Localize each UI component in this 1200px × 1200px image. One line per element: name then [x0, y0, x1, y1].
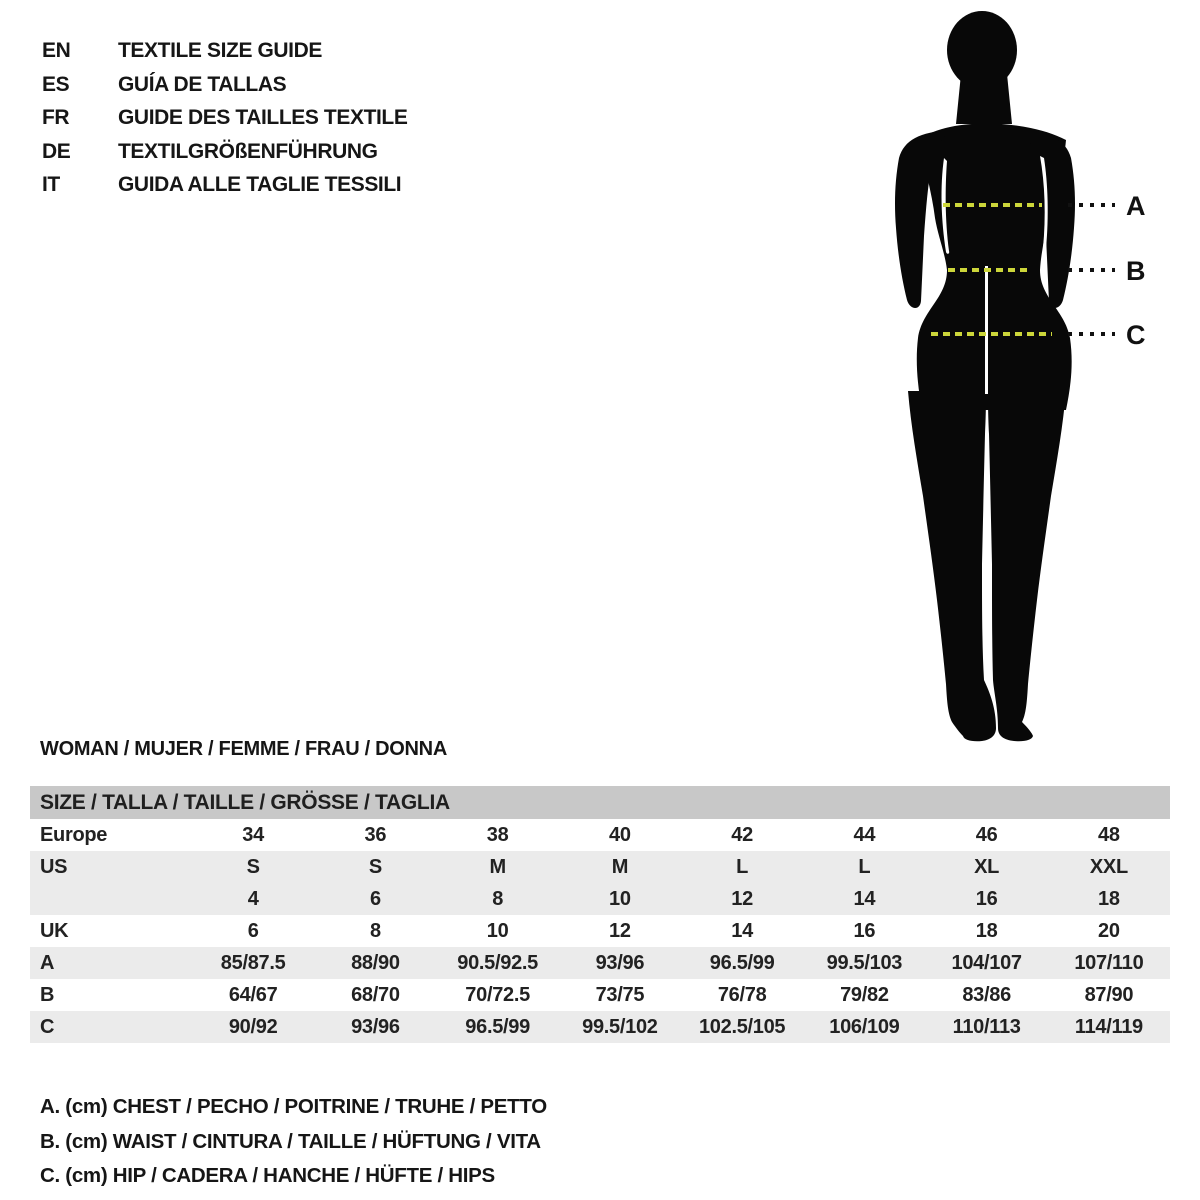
table-cell: 8: [492, 888, 504, 910]
table-cell: 99.5/102: [582, 1016, 658, 1038]
table-cell: 106/109: [829, 1016, 900, 1038]
table-cell: 18: [1098, 888, 1120, 910]
language-guide: [42, 34, 407, 202]
measurement-figure: [860, 8, 1170, 748]
legend-hip: C. (cm) HIP / CADERA / HANCHE / HÜFTE / HIPS: [40, 1164, 495, 1188]
table-cell: 10: [486, 920, 509, 942]
table-row-uk: [30, 915, 1170, 947]
language-guide-title: GUIDE DES TAILLES TEXTILE: [118, 106, 408, 130]
table-cell: L: [736, 856, 749, 878]
language-code: IT: [42, 173, 60, 197]
table-cell: L: [858, 856, 871, 878]
table-cell: 6: [369, 888, 381, 910]
language-code: FR: [42, 106, 70, 130]
table-cell: 104/107: [951, 952, 1022, 974]
measurement-legend: [40, 1090, 547, 1194]
table-cell: 93/96: [351, 1016, 400, 1038]
table-cell: 16: [853, 920, 876, 942]
row-label: A: [40, 952, 55, 974]
table-cell: 90/92: [228, 1016, 278, 1038]
woman-silhouette-diagram: [860, 8, 1170, 748]
language-guide-title: GUIDA ALLE TAGLIE TESSILI: [118, 173, 402, 197]
legend-waist: B. (cm) WAIST / CINTURA / TAILLE / HÜFTUNG / VITA: [40, 1129, 541, 1153]
legend-chest: A. (cm) CHEST / PECHO / POITRINE / TRUHE / PETTO: [40, 1095, 547, 1118]
table-cell: M: [611, 856, 629, 878]
table-cell: 93/96: [595, 952, 645, 974]
table-cell: 110/113: [952, 1016, 1021, 1038]
language-guide-title: TEXTILE SIZE GUIDE: [118, 39, 322, 62]
language-row: [42, 101, 407, 135]
language-row: [42, 168, 407, 202]
table-cell: 14: [731, 920, 753, 942]
table-cell: 42: [731, 824, 753, 846]
language-row: [42, 68, 407, 102]
chest-label: A: [1126, 191, 1146, 221]
table-row-waist: [30, 979, 1170, 1011]
table-cell: 16: [975, 888, 998, 910]
row-label: [30, 883, 192, 915]
table-row-chest: [30, 947, 1170, 979]
table-cell: 38: [486, 824, 509, 846]
table-cell: XL: [974, 856, 1000, 878]
row-label: Europe: [40, 824, 108, 846]
language-guide-title: GUÍA DE TALLAS: [118, 72, 287, 96]
language-code: ES: [42, 72, 70, 96]
table-cell: 20: [1098, 920, 1120, 942]
waist-label: B: [1126, 256, 1146, 286]
table-cell: 96.5/99: [709, 952, 775, 974]
table-cell: 6: [247, 920, 259, 942]
table-cell: 87/90: [1084, 984, 1134, 1006]
table-cell: 64/67: [228, 984, 278, 1006]
language-row: [42, 135, 407, 169]
table-cell: 99.5/103: [826, 952, 903, 974]
row-label: US: [40, 856, 68, 878]
table-cell: 85/87.5: [220, 952, 286, 974]
table-cell: 12: [731, 888, 753, 910]
language-code: EN: [42, 39, 71, 62]
table-cell: XXL: [1089, 856, 1128, 878]
table-row-us: [30, 851, 1170, 883]
table-cell: 102.5/105: [698, 1016, 786, 1038]
row-label: C: [40, 1016, 55, 1038]
table-cell: 18: [975, 920, 998, 942]
table-cell: 4: [247, 888, 259, 910]
size-table: [30, 786, 1170, 1043]
row-label: UK: [40, 920, 69, 942]
table-cell: S: [368, 856, 382, 878]
table-cell: 114/119: [1074, 1016, 1143, 1038]
table-cell: S: [246, 856, 260, 878]
table-cell: 36: [364, 824, 387, 846]
table-cell: 70/72.5: [465, 984, 530, 1006]
section-title-woman: WOMAN / MUJER / FEMME / FRAU / DONNA: [40, 738, 447, 760]
table-row-europe: [30, 819, 1170, 851]
table-cell: 48: [1098, 824, 1120, 846]
table-cell: 79/82: [840, 984, 889, 1006]
row-label: B: [40, 984, 55, 1006]
language-code: DE: [42, 139, 71, 163]
table-cell: 76/78: [717, 984, 767, 1006]
table-cell: 46: [975, 824, 998, 846]
table-cell: 8: [369, 920, 381, 942]
table-row-us-numeric: [30, 883, 1170, 915]
table-cell: 10: [609, 888, 631, 910]
table-cell: M: [489, 856, 506, 878]
table-cell: 73/75: [595, 984, 645, 1006]
table-cell: 88/90: [351, 952, 400, 974]
table-cell: 44: [853, 824, 876, 846]
table-cell: 90.5/92.5: [457, 952, 538, 974]
table-cell: 34: [242, 824, 264, 846]
table-row-hip: [30, 1011, 1170, 1043]
table-cell: 68/70: [351, 984, 400, 1006]
table-cell: 12: [609, 920, 631, 942]
language-row: [42, 34, 407, 68]
hip-label: C: [1126, 320, 1146, 350]
language-guide-title: TEXTILGRÖßENFÜHRUNG: [118, 139, 378, 163]
table-cell: 40: [609, 824, 631, 846]
table-cell: 14: [853, 888, 876, 910]
table-cell: 83/86: [962, 984, 1011, 1006]
table-cell: 107/110: [1074, 952, 1144, 974]
size-table-header: SIZE / TALLA / TAILLE / GRÖSSE / TAGLIA: [30, 786, 1170, 819]
table-cell: 96.5/99: [465, 1016, 530, 1038]
